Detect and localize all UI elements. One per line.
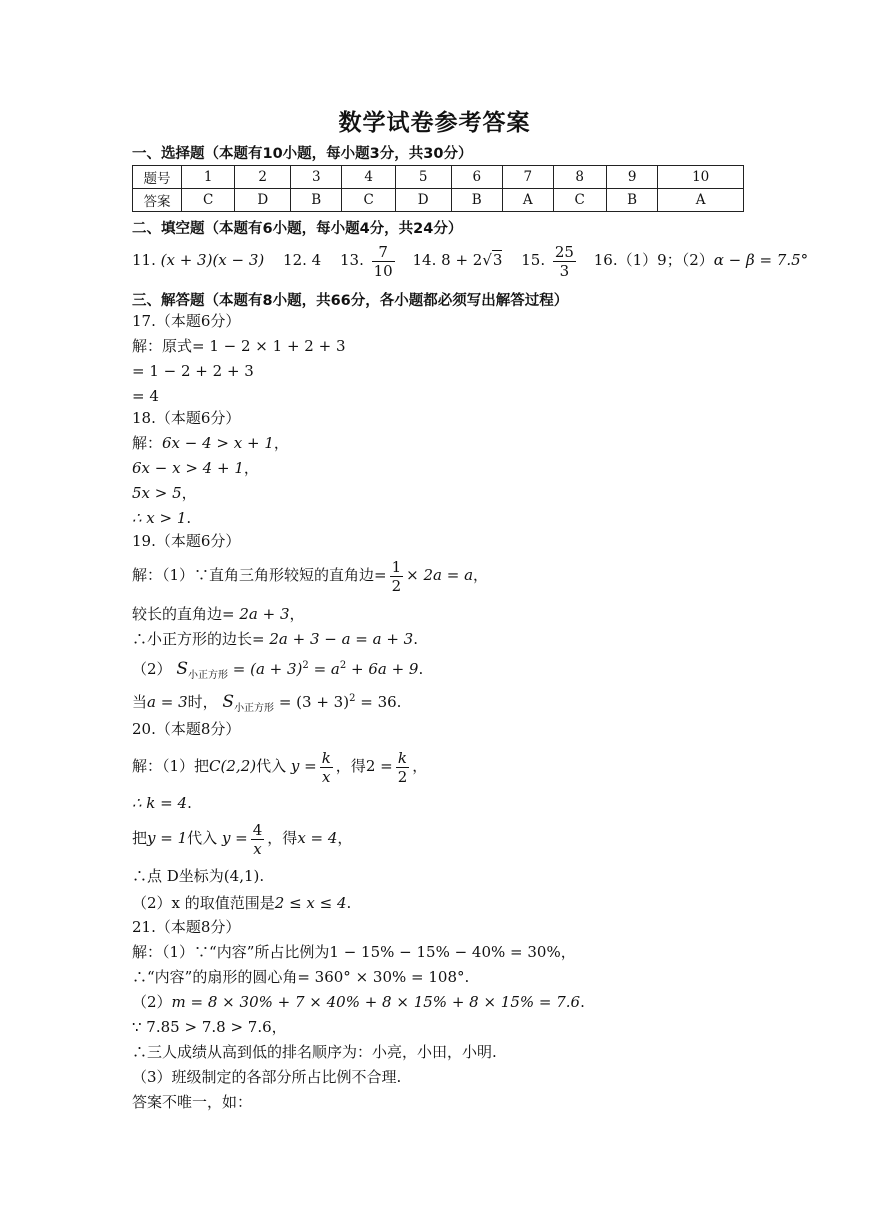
table-row-numbers <box>133 166 744 189</box>
q21-line-3: （2）m = 8 × 30% + 7 × 40% + 8 × 15% + 8 × 15% = 7.6. <box>132 993 585 1011</box>
q20-line-1: 解：（1）把C(2,2)代入 y = $\frac{k}{x}$ ，得2 = $\frac{k}{2}$ ， <box>132 748 428 786</box>
q11-label: 11. <box>132 251 156 269</box>
table-cell: 3 <box>291 166 342 189</box>
q21-line-7: 答案不唯一，如： <box>132 1093 253 1111</box>
q17-line-2: = 1 − 2 + 2 + 3 <box>132 362 254 380</box>
table-cell: 2 <box>235 166 291 189</box>
table-row-answers <box>133 189 744 212</box>
q16-label: 16.（1）9；（2） <box>593 251 714 269</box>
table-cell: 4 <box>342 166 395 189</box>
q13-fraction: $\frac{7}{10}$ <box>373 242 393 280</box>
q19-heading: 19.（本题6分） <box>132 532 241 550</box>
q21-line-5: ∴三人成绩从高到低的排名顺序为：小亮，小田，小明. <box>132 1043 497 1061</box>
q20-line-3: 把y = 1代入 y = $\frac{4}{x}$ ，得x = 4， <box>132 820 353 858</box>
q19-line-5: 当a = 3时， $S_{小正方形} = (3 + 3)^2 = 36$. <box>132 692 402 714</box>
q21-line-4: ∵ 7.85 > 7.8 > 7.6， <box>132 1018 287 1036</box>
table-row-label: 题号 <box>133 166 182 189</box>
table-cell: C <box>342 189 395 212</box>
table-cell: D <box>395 189 451 212</box>
q19-line-4: （2） $S_{小正方形} = (a + 3)^2 = a^2 + 6a + 9$. <box>132 659 424 681</box>
q12-answer: 12. 4 <box>283 251 322 269</box>
table-cell: C <box>553 189 606 212</box>
table-cell: C <box>182 189 235 212</box>
q15-fraction: $\frac{25}{3}$ <box>554 242 574 280</box>
table-cell: 9 <box>606 166 657 189</box>
section-choice-heading: 一、选择题（本题有10小题，每小题3分，共30分） <box>132 146 473 162</box>
q20-heading: 20.（本题8分） <box>132 720 241 738</box>
q19-line-3: ∴小正方形的边长= 2a + 3 − a = a + 3. <box>132 630 419 648</box>
q21-line-6: （3）班级制定的各部分所占比例不合理. <box>132 1068 402 1086</box>
q14-answer: 8 + 2 <box>441 251 483 269</box>
table-row-label: 答案 <box>133 189 182 212</box>
q17-line-1: 解：原式= 1 − 2 × 1 + 2 + 3 <box>132 337 346 355</box>
q21-line-1: 解：（1）∵“内容”所占比例为1 − 15% − 15% − 40% = 30%， <box>132 943 576 961</box>
q19-line-2: 较长的直角边= 2a + 3， <box>132 605 305 623</box>
table-cell: 7 <box>502 166 553 189</box>
section-solution-heading: 三、解答题（本题有8小题，共66分，各小题都必须写出解答过程） <box>132 293 569 309</box>
sqrt-icon: √ <box>482 251 492 269</box>
q19-line-1: 解：（1）∵直角三角形较短的直角边= $\frac{1}{2}$ × 2a = a， <box>132 557 489 595</box>
section-fill-heading: 二、填空题（本题有6小题，每小题4分，共24分） <box>132 221 463 237</box>
table-cell: B <box>291 189 342 212</box>
choice-answer-table <box>132 165 744 212</box>
q14-label: 14. <box>412 251 437 269</box>
q18-line-2: 6x − x > 4 + 1， <box>132 459 259 477</box>
table-cell: A <box>658 189 744 212</box>
q18-line-4: ∴ x > 1. <box>132 509 192 527</box>
table-cell: 5 <box>395 166 451 189</box>
q17-heading: 17.（本题6分） <box>132 312 241 330</box>
q11-answer: (x + 3)(x − 3) <box>160 251 265 269</box>
table-cell: 8 <box>553 166 606 189</box>
q13-label: 13. <box>340 251 364 269</box>
fill-answers-line <box>132 240 808 280</box>
q17-line-3: = 4 <box>132 387 159 405</box>
q18-heading: 18.（本题6分） <box>132 409 241 427</box>
q21-heading: 21.（本题8分） <box>132 918 241 936</box>
q14-root: 3 <box>492 251 503 269</box>
table-cell: A <box>502 189 553 212</box>
q20-line-5: （2）x 的取值范围是2 ≤ x ≤ 4. <box>132 894 352 912</box>
q15-label: 15. <box>521 251 546 269</box>
table-cell: D <box>235 189 291 212</box>
table-cell: B <box>606 189 657 212</box>
q20-line-2: ∴ k = 4. <box>132 794 192 812</box>
q18-line-1: 解：6x − 4 > x + 1， <box>132 434 289 452</box>
q20-line-4: ∴点 D坐标为(4,1). <box>132 867 265 885</box>
page-title: 数学试卷参考答案 <box>338 110 531 136</box>
table-cell: B <box>451 189 502 212</box>
q21-line-2: ∴“内容”的扇形的圆心角= 360° × 30% = 108°. <box>132 968 470 986</box>
table-cell: 6 <box>451 166 502 189</box>
q16-answer: α − β = 7.5° <box>713 251 809 269</box>
q18-line-3: 5x > 5， <box>132 484 197 502</box>
table-cell: 10 <box>658 166 744 189</box>
q19-fraction: $\frac{1}{2}$ <box>391 557 402 595</box>
table-cell: 1 <box>182 166 235 189</box>
